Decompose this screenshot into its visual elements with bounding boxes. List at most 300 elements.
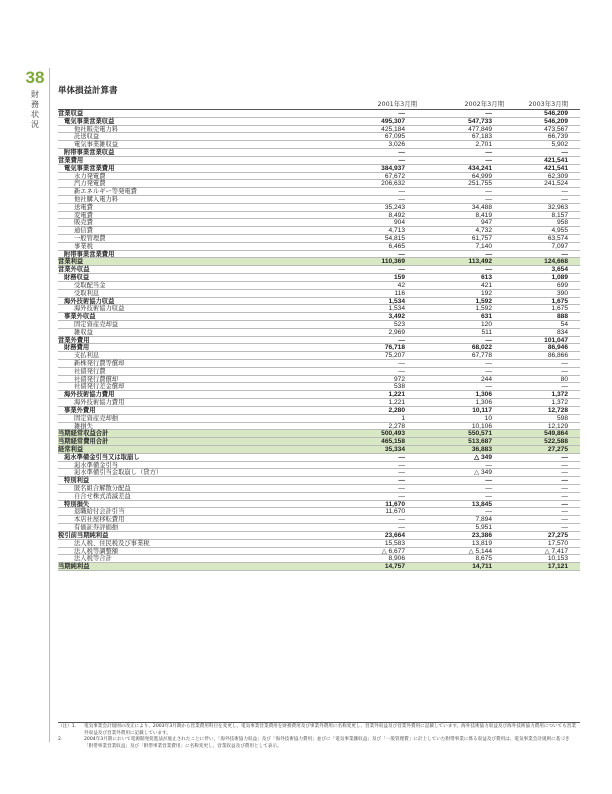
row-value: 1,534 xyxy=(388,305,405,313)
row-value: — xyxy=(398,250,405,258)
row-value: 192 xyxy=(480,289,492,297)
row-value: 1,372 xyxy=(551,399,568,407)
row-value: 3,026 xyxy=(388,141,405,149)
table-row xyxy=(58,180,580,188)
row-value: 4,955 xyxy=(551,227,568,235)
row-label: 社債発行差金償却 xyxy=(74,383,125,391)
row-value: — xyxy=(485,461,492,469)
row-value: 549,864 xyxy=(544,430,568,438)
row-value: 17,121 xyxy=(547,563,568,571)
row-label: 水力発電費 xyxy=(74,172,106,180)
row-value: 34,488 xyxy=(471,203,492,211)
table-row xyxy=(58,352,580,360)
table-row xyxy=(58,313,580,321)
row-value: 1,372 xyxy=(551,391,568,399)
row-value: — xyxy=(485,266,492,274)
row-value: 8,492 xyxy=(388,211,405,219)
row-label: 新株発行費等償却 xyxy=(74,360,125,367)
row-value: 159 xyxy=(393,274,405,282)
row-label: 一般管理費 xyxy=(74,235,106,242)
table-row xyxy=(58,212,580,220)
row-value: 7,140 xyxy=(475,242,492,250)
row-value: 10,117 xyxy=(472,406,492,414)
table-row xyxy=(58,454,580,462)
row-value: 35,243 xyxy=(384,203,405,211)
row-value: 5,951 xyxy=(475,524,492,532)
row-label: 他社購入電力料 xyxy=(74,195,119,203)
row-value: 11,670 xyxy=(385,508,405,516)
table-row xyxy=(58,110,580,118)
row-label: 法人税、住民税及び事業税 xyxy=(74,539,150,547)
row-value: — xyxy=(398,516,405,524)
row-label: 退職給付会計引当 xyxy=(74,508,125,516)
row-label: 汽力発電費 xyxy=(74,180,106,188)
row-value: — xyxy=(398,524,405,532)
row-value: 1,534 xyxy=(388,297,405,305)
table-row xyxy=(58,540,580,548)
table-row xyxy=(58,188,580,196)
table-row xyxy=(58,563,580,571)
row-value: 86,866 xyxy=(547,352,568,360)
table-row xyxy=(58,376,580,384)
row-value: 550,571 xyxy=(468,430,492,438)
row-value: 904 xyxy=(393,219,405,227)
row-label: 託送収益 xyxy=(74,133,100,141)
table-row xyxy=(58,141,580,149)
row-value: 421 xyxy=(480,281,492,289)
table-row xyxy=(58,477,580,485)
row-value: 3,492 xyxy=(388,313,405,321)
table-row xyxy=(58,165,580,173)
row-label: 自合せ株式消滅差益 xyxy=(74,492,131,500)
table-row xyxy=(58,266,580,274)
table-row xyxy=(58,423,580,431)
table-row xyxy=(58,430,580,438)
row-value: 6,465 xyxy=(388,242,405,250)
row-value: 958 xyxy=(556,219,568,227)
table-row xyxy=(58,157,580,165)
row-label: 法人税等調整額 xyxy=(74,547,119,555)
row-value: 1,089 xyxy=(551,274,568,282)
row-label: 経常利益 xyxy=(58,445,84,453)
row-value: 67,095 xyxy=(384,133,405,141)
row-label: 当期純利益 xyxy=(58,563,90,571)
row-label: 法人税等合計 xyxy=(74,555,112,563)
row-value: 7,097 xyxy=(551,242,568,250)
row-label: 営業外費用 xyxy=(58,336,90,344)
row-value: 17,570 xyxy=(547,539,568,547)
row-label: 営業利益 xyxy=(58,258,84,266)
row-value: — xyxy=(485,250,492,258)
row-value: 10 xyxy=(484,414,492,422)
row-value: 27,275 xyxy=(547,445,568,453)
row-value: — xyxy=(561,461,568,469)
table-row xyxy=(58,555,580,563)
row-value: 947 xyxy=(480,219,492,227)
row-value: — xyxy=(485,156,492,164)
row-value: — xyxy=(398,110,405,117)
row-label: 社債発行費 xyxy=(74,367,106,375)
row-value: — xyxy=(398,360,405,367)
footnote-text: 電気事業会計規則の改正により、2003年3月期から営業費用科目を変更し、電気事業営業費用を財務費用及び事業外費用に名称変更し、営業外収益及び営業外費用に記載しています。海外技術協力収益及び海外技術協力費用についても営業外収益及び営業外費用に記載しています。 xyxy=(84,724,576,736)
row-value: 613 xyxy=(480,274,492,282)
row-value: 23,664 xyxy=(384,531,405,539)
row-value: 421,541 xyxy=(544,164,568,172)
row-value: — xyxy=(398,149,405,157)
row-value: 4,732 xyxy=(475,227,492,235)
row-value: 888 xyxy=(556,313,568,321)
table-row xyxy=(58,282,580,290)
row-label: 特別損失 xyxy=(64,500,90,508)
row-value: 631 xyxy=(480,313,492,321)
row-value: — xyxy=(561,195,568,203)
table-row xyxy=(58,548,580,556)
footnote xyxy=(58,724,578,737)
row-value: 1,675 xyxy=(551,297,568,305)
row-value: 8,906 xyxy=(388,555,405,563)
row-value: 15,583 xyxy=(384,539,405,547)
row-value: 110,369 xyxy=(381,258,405,266)
row-label: 本店社屋移転費用 xyxy=(74,516,125,524)
table-row xyxy=(58,438,580,446)
row-value: 972 xyxy=(393,375,405,383)
row-label: 渇水準備金引当又は取崩し xyxy=(64,453,140,461)
table-row xyxy=(58,118,580,126)
table-row xyxy=(58,446,580,454)
row-value: 2,701 xyxy=(475,141,492,149)
table-row xyxy=(58,329,580,337)
row-value: 124,668 xyxy=(544,258,568,266)
row-value: — xyxy=(561,477,568,485)
row-value: 13,845 xyxy=(471,500,492,508)
row-value: 36,883 xyxy=(471,445,492,453)
row-value: 434,241 xyxy=(468,164,492,172)
row-label: 他社販売電力料 xyxy=(74,125,119,133)
row-label: 当期経常費用合計 xyxy=(58,438,109,446)
row-value: — xyxy=(485,336,492,344)
table-row xyxy=(58,173,580,181)
row-value: 425,184 xyxy=(381,125,405,133)
row-value: 1,675 xyxy=(551,305,568,313)
row-label: 匿名組合解散分配益 xyxy=(74,485,131,492)
row-value: — xyxy=(398,188,405,196)
row-value: 390 xyxy=(556,289,568,297)
row-value: 62,309 xyxy=(547,172,568,180)
row-value: — xyxy=(398,367,405,375)
row-value: 11,670 xyxy=(385,500,405,508)
row-value: 120 xyxy=(480,320,492,328)
row-label: 固定資産売却損 xyxy=(74,414,119,422)
table-row xyxy=(58,360,580,368)
row-label: 電気事業営業費用 xyxy=(64,164,115,172)
row-value: — xyxy=(398,195,405,203)
row-value: 116 xyxy=(394,289,405,297)
table-row xyxy=(58,399,580,407)
row-value: 2,969 xyxy=(388,328,405,336)
row-value: 384,937 xyxy=(381,164,405,172)
row-value: — xyxy=(561,508,568,516)
row-value: — xyxy=(561,383,568,391)
row-value: — xyxy=(398,461,405,469)
row-value: 251,755 xyxy=(468,180,492,188)
row-value: — xyxy=(561,469,568,477)
row-value: 1,306 xyxy=(475,391,492,399)
row-value: — xyxy=(398,477,405,485)
table-row xyxy=(58,305,580,313)
row-value: — xyxy=(485,188,492,196)
row-value: 421,541 xyxy=(544,156,568,164)
table-row xyxy=(58,274,580,282)
column-header-fy2003: 2003年3月期 xyxy=(528,100,568,108)
row-value: — xyxy=(398,336,405,344)
table-row xyxy=(58,298,580,306)
table-row xyxy=(58,493,580,501)
table-row xyxy=(58,204,580,212)
row-value: 27,275 xyxy=(547,531,568,539)
table-bottom-rule xyxy=(58,722,580,723)
table-row xyxy=(58,415,580,423)
row-value: — xyxy=(485,492,492,500)
row-value: 500,493 xyxy=(381,430,405,438)
row-value: 522,588 xyxy=(544,438,568,446)
row-value: 598 xyxy=(556,414,568,422)
row-label: 受取配当金 xyxy=(74,281,106,289)
row-value: 511 xyxy=(481,328,492,336)
row-label: 海外技術協力収益 xyxy=(74,305,125,313)
row-value: 206,632 xyxy=(381,180,405,188)
row-value: 4,713 xyxy=(388,227,405,235)
row-value: 241,524 xyxy=(544,180,568,188)
table-row xyxy=(58,524,580,532)
row-value: — xyxy=(485,360,492,367)
row-value: — xyxy=(398,492,405,500)
statement-title: 単体損益計算書 xyxy=(58,86,118,96)
row-value: 495,307 xyxy=(381,117,405,125)
footnotes xyxy=(58,724,578,750)
row-value: — xyxy=(561,524,568,532)
row-value: 1,592 xyxy=(475,297,492,305)
row-label: 送電費 xyxy=(74,203,93,211)
row-value: 54,815 xyxy=(384,235,405,242)
row-value: 12,728 xyxy=(547,406,568,414)
row-value: 75,207 xyxy=(384,352,405,360)
row-label: 販売費 xyxy=(74,219,93,227)
row-value: — xyxy=(398,156,405,164)
row-value: — xyxy=(561,250,568,258)
table-row xyxy=(58,149,580,157)
row-value: △ 6,677 xyxy=(381,547,405,555)
table-row xyxy=(58,337,580,345)
row-value: — xyxy=(398,469,405,477)
row-value: 67,183 xyxy=(471,133,492,141)
row-value: 113,492 xyxy=(468,258,492,266)
row-value: 834 xyxy=(556,328,568,336)
row-label: 事業外費用 xyxy=(64,406,96,414)
row-label: 附帯事業営業収益 xyxy=(64,149,115,157)
row-value: 1,306 xyxy=(475,399,492,407)
table-row xyxy=(58,368,580,376)
footnote xyxy=(58,737,578,750)
row-value: — xyxy=(561,516,568,524)
row-value: 68,022 xyxy=(471,344,492,352)
row-value: 86,946 xyxy=(547,344,568,352)
row-label: 特別利益 xyxy=(64,477,90,485)
row-value: 67,672 xyxy=(384,172,405,180)
table-row xyxy=(58,243,580,251)
row-label: 当期経常収益合計 xyxy=(58,430,109,438)
row-value: 63,574 xyxy=(547,235,568,242)
row-label: 電気事業営業収益 xyxy=(64,117,115,125)
row-label: 雑収益 xyxy=(74,328,93,336)
footnote-text: 2004年3月期において電源開発促進法が廃止されたことに伴い、「海外技術協力収益」及び「海外技術協力費用」並びに「電気事業雑収益」及び「一般管理費」に計上していた附帯事業に係る収益及び費用は、電気事業会計規則に基づき「附帯事業営業収益」及び「附帯事業営業費用」に名称変更し、営業収益及び費用として表示。 xyxy=(84,737,570,749)
row-value: — xyxy=(398,453,405,461)
row-value: 61,757 xyxy=(471,235,492,242)
row-value: 14,757 xyxy=(384,563,405,571)
row-value: — xyxy=(561,149,568,157)
row-value: 66,739 xyxy=(547,133,568,141)
row-value: 699 xyxy=(556,281,568,289)
column-header-fy2002: 2002年3月期 xyxy=(464,100,504,108)
row-value: — xyxy=(485,110,492,117)
row-value: △ 7,417 xyxy=(544,547,568,555)
row-value: — xyxy=(561,485,568,492)
table-row xyxy=(58,227,580,235)
table-row xyxy=(58,469,580,477)
table-row xyxy=(58,126,580,134)
row-value: 10,106 xyxy=(471,422,492,430)
row-value: — xyxy=(485,485,492,492)
row-value: △ 349 xyxy=(474,453,492,461)
row-value: — xyxy=(561,188,568,196)
row-value: 32,963 xyxy=(547,203,568,211)
row-value: — xyxy=(485,195,492,203)
row-value: 42 xyxy=(397,281,405,289)
row-label: 事業外収益 xyxy=(64,313,96,321)
row-label: 有価証券評価損 xyxy=(74,524,119,532)
row-value: 1,221 xyxy=(388,399,405,407)
row-value: — xyxy=(561,367,568,375)
row-label: 渇水準備引当金取崩し（貸方） xyxy=(74,469,163,477)
table-row xyxy=(58,251,580,259)
sidebar-divider xyxy=(49,68,50,742)
row-value: △ 349 xyxy=(474,469,492,477)
row-value: — xyxy=(485,508,492,516)
row-value: — xyxy=(398,266,405,274)
row-value: 12,129 xyxy=(547,422,568,430)
row-label: 新エネルギー等発電費 xyxy=(74,188,137,196)
page-number: 38 xyxy=(25,68,45,87)
row-value: 5,902 xyxy=(551,141,568,149)
row-label: 財務収益 xyxy=(64,274,90,282)
income-statement-table xyxy=(58,110,580,571)
row-value: — xyxy=(561,492,568,500)
table-row xyxy=(58,508,580,516)
row-value: 23,386 xyxy=(471,531,492,539)
row-value: 1,221 xyxy=(388,391,405,399)
row-label: 税引前当期純利益 xyxy=(58,531,109,539)
row-label: 海外技術協力費用 xyxy=(74,399,125,407)
row-value: 523 xyxy=(393,320,405,328)
row-label: 営業費用 xyxy=(58,156,84,164)
row-value: 1,592 xyxy=(475,305,492,313)
row-label: 営業収益 xyxy=(58,110,84,117)
row-value: 35,334 xyxy=(384,445,405,453)
row-value: 101,047 xyxy=(544,336,568,344)
row-label: 社債発行費償却 xyxy=(74,375,119,383)
row-label: 電気事業雑収益 xyxy=(74,141,119,149)
row-value: 477,849 xyxy=(468,125,492,133)
row-value: — xyxy=(561,360,568,367)
column-header-fy2001: 2001年3月期 xyxy=(377,100,417,108)
row-value: — xyxy=(561,453,568,461)
column-headers xyxy=(0,99,612,109)
table-row xyxy=(58,485,580,493)
row-value: 513,687 xyxy=(468,438,492,446)
footnote-tag: 2. xyxy=(58,737,63,743)
row-value: 67,778 xyxy=(471,352,492,360)
table-row xyxy=(58,344,580,352)
table-row xyxy=(58,383,580,391)
row-value: — xyxy=(398,485,405,492)
row-label: 受取利息 xyxy=(74,289,100,297)
row-value: 546,209 xyxy=(544,117,568,125)
row-label: 海外技術協力費用 xyxy=(64,391,115,399)
row-value: 7,894 xyxy=(475,516,492,524)
row-value: 10,153 xyxy=(547,555,568,563)
table-row xyxy=(58,133,580,141)
table-row xyxy=(58,391,580,399)
row-label: 固定資産売却益 xyxy=(74,320,119,328)
row-value: 2,278 xyxy=(388,422,405,430)
table-row xyxy=(58,219,580,227)
row-value: 538 xyxy=(393,383,405,391)
row-value: — xyxy=(485,367,492,375)
section-label: 財 務 状 況 xyxy=(31,90,39,129)
row-label: 変電費 xyxy=(74,211,93,219)
row-value: 546,209 xyxy=(544,110,568,117)
row-label: 営業外収益 xyxy=(58,266,90,274)
row-value: — xyxy=(485,477,492,485)
table-row xyxy=(58,501,580,509)
row-value: 13,819 xyxy=(471,539,492,547)
table-row xyxy=(58,321,580,329)
row-value: 76,718 xyxy=(384,344,405,352)
row-label: 支払利息 xyxy=(74,352,100,360)
row-value: △ 5,144 xyxy=(468,547,492,555)
row-value: 244 xyxy=(480,375,492,383)
row-value: 2,280 xyxy=(388,406,405,414)
row-label: 事業税 xyxy=(74,242,93,250)
row-value: 8,675 xyxy=(475,555,492,563)
row-value: — xyxy=(485,383,492,391)
row-label: 雑損失 xyxy=(74,422,93,430)
row-value: 80 xyxy=(560,375,568,383)
row-value: 8,419 xyxy=(475,211,492,219)
row-value: 64,999 xyxy=(471,172,492,180)
table-row xyxy=(58,258,580,266)
table-row xyxy=(58,532,580,540)
row-value: 3,654 xyxy=(551,266,568,274)
row-value: 8,157 xyxy=(551,211,568,219)
table-row xyxy=(58,235,580,243)
table-row xyxy=(58,516,580,524)
row-value: — xyxy=(561,500,568,508)
table-row xyxy=(58,407,580,415)
table-row xyxy=(58,290,580,298)
row-label: 財務費用 xyxy=(64,344,90,352)
row-value: 54 xyxy=(560,320,568,328)
footnote-tag: （注）1. xyxy=(58,724,77,729)
